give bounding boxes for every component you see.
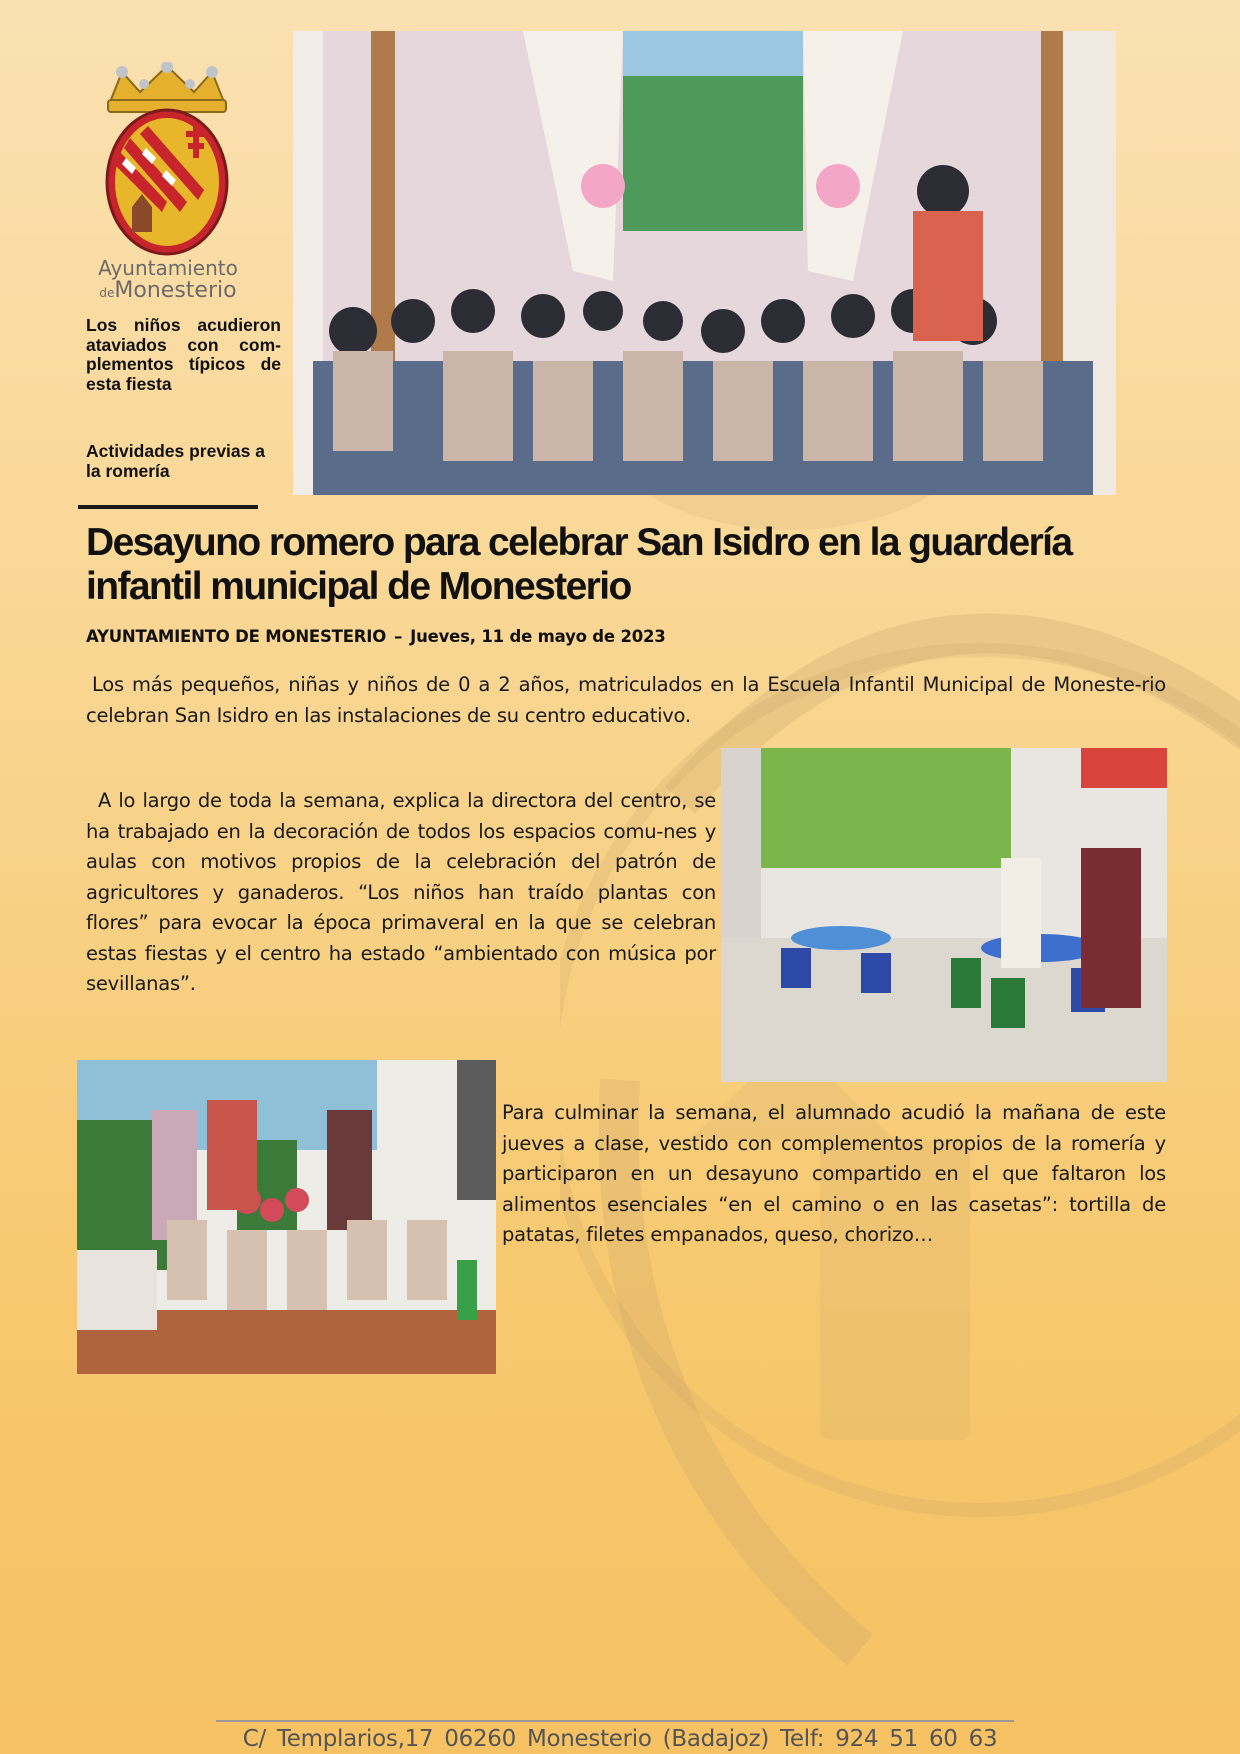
footer-address: C/ Templarios,17 06260 Monesterio (Badajoz) Telf: 924 51 60 63 [242, 1726, 998, 1752]
article-paragraph-2: A lo largo de toda la semana, explica la directora del centro, se ha trabajado en la decoración de todos los espacios comu-nes y aulas con motivos propios de la celebración del patrón de agricultores y ganaderos. “Los niños han traído plantas con flores” para evocar la época primaveral en la que se celebran estas fiestas y el centro ha estado “ambientado con música por sevillanas”. [86, 789, 716, 995]
byline-date: Jueves, 11 de mayo de 2023 [410, 627, 666, 646]
classroom-photo-image [721, 748, 1167, 1082]
patio-photo-image [77, 1060, 496, 1374]
section-rule [78, 505, 258, 509]
section-caption: Actividades previas a la romería [86, 441, 265, 481]
logo-line-1: Ayuntamiento [98, 256, 238, 280]
photo-caption: Los niños acudieron ataviados con com-plementos típicos de esta fiesta [86, 315, 281, 394]
article-paragraph-3: Para culminar la semana, el alumnado acudió la mañana de este jueves a clase, vestido con complementos propios de la romería y participaron en un desayuno compartido en el que faltaron los alimentos esenciales “en el camino o en las casetas”: tortilla de patatas, filetes empanados, queso, chorizo… [502, 1101, 1166, 1246]
footer-rule [216, 1720, 1014, 1722]
article-paragraph-1: Los más pequeños, niñas y niños de 0 a 2 años, matriculados en la Escuela Infantil Municipal de Moneste-rio celebran San Isidro en las instalaciones de su centro educativo. [86, 673, 1166, 727]
article-headline: Desayuno romero para celebrar San Isidro en la guardería infantil municipal de Monesterio [86, 521, 1072, 608]
classroom-photo [721, 748, 1167, 1082]
logo-line-2-prefix: de [99, 286, 115, 300]
group-photo-image [293, 31, 1116, 495]
byline-separator: – [394, 627, 403, 646]
logo-line-2 [80, 279, 256, 302]
logo-line-2-name: Monesterio [114, 278, 237, 303]
article-byline [86, 627, 666, 646]
main-group-photo [293, 31, 1116, 495]
byline-source: AYUNTAMIENTO DE MONESTERIO [86, 627, 387, 646]
patio-group-photo [77, 1060, 496, 1374]
logo-wordmark [80, 258, 256, 302]
